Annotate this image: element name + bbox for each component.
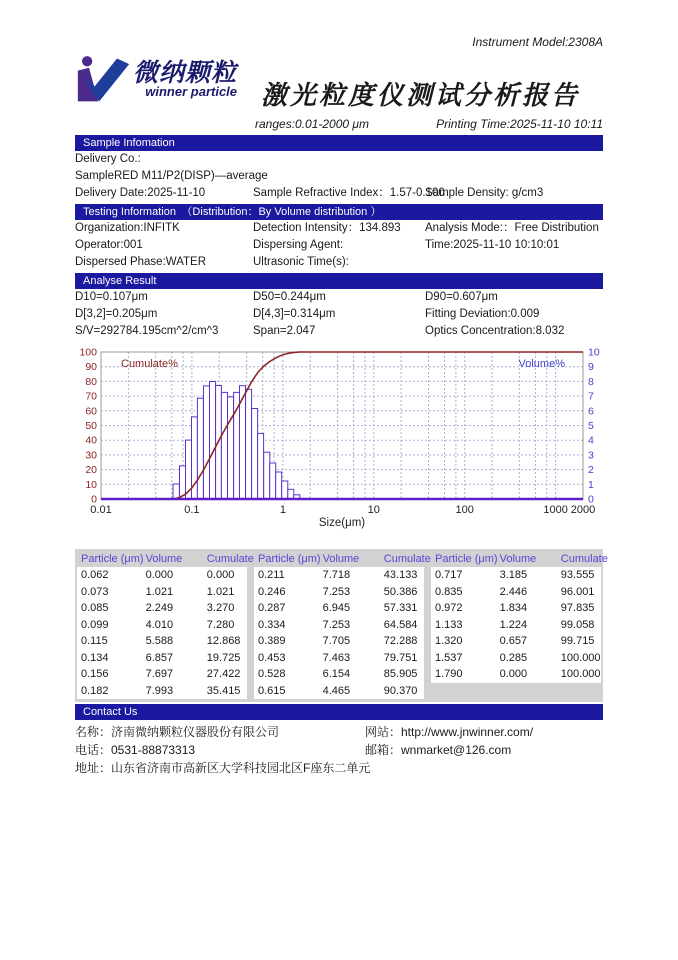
info-cell: Span=2.047 [253,325,316,337]
svg-text:Cumulate%: Cumulate% [121,358,178,370]
svg-text:80: 80 [85,375,97,388]
table-cell: 0.615 [258,684,286,697]
contact-rows [75,723,603,777]
svg-text:2: 2 [588,464,594,477]
table-cell: 0.287 [258,602,286,615]
table-cell: 7.280 [206,618,235,631]
table-cell: 0.334 [258,618,286,631]
table-cell: 0.156 [81,668,109,681]
table-cell: 0.285 [499,651,528,664]
table-row [254,584,424,601]
table-cell: 3.270 [206,602,235,615]
ranges-text: ranges:0.01-2000 μm [255,117,369,131]
svg-text:8: 8 [588,375,594,388]
table-row [77,584,247,601]
table-cell: 43.133 [383,569,418,582]
table-row [254,666,424,683]
table-cell: 93.555 [560,569,595,582]
table-cell: 1.320 [435,635,463,648]
table-cell: 0.389 [258,635,286,648]
table-cell: 5.588 [145,635,174,648]
table-body [431,567,601,683]
particle-table [75,549,608,702]
table-cell: 0.000 [499,668,528,681]
table-row [431,600,601,617]
info-cell [425,254,603,271]
table-header-row [77,550,254,567]
table-cell: 0.211 [258,569,285,582]
table-header-cell: Particle (μm) [81,552,144,565]
svg-text:0: 0 [588,493,594,506]
table-body [254,567,424,699]
distribution-chart [75,346,603,535]
table-cell: 0.528 [258,668,286,681]
table-cell: 0.972 [435,602,463,615]
svg-text:7: 7 [588,390,594,403]
info-cell: Analysis Mode:：Free Distribution [425,222,599,234]
table-cell: 99.715 [560,635,595,648]
info-cell: D[4,3]=0.314μm [253,308,336,320]
table-header-cell: Cumulate [206,552,254,565]
section-contact-us: Contact Us [75,704,603,720]
meta-row [75,117,603,133]
table-cell: 79.751 [383,651,418,664]
svg-text:6: 6 [588,405,594,418]
table-body [77,567,247,699]
table-cell: 1.021 [206,585,235,598]
table-cell: 2.446 [499,585,528,598]
svg-text:0: 0 [91,493,97,506]
table-cell: 19.725 [206,651,241,664]
table-cell: 0.717 [435,569,463,582]
svg-text:Volume%: Volume% [518,358,565,370]
table-cell: 1.790 [435,668,463,681]
table-cell: 7.705 [322,635,351,648]
table-cell: 0.000 [145,569,174,582]
printing-time: Printing Time:2025-11-10 10:11 [436,117,603,131]
svg-text:4: 4 [588,434,594,447]
table-row [77,650,247,667]
contact-phone: 电话：0531-88873313 [75,743,196,757]
table-row [254,567,424,584]
svg-text:50: 50 [85,420,97,432]
contact-address: 地址：山东省济南市高新区大学科技园北区F座东二单元 [75,761,371,775]
info-cell: SampleRED M11/P2(DISP)—average [75,170,268,182]
table-cell: 0.000 [206,569,235,582]
info-cell: Ultrasonic Time(s): [253,256,349,268]
table-cell: 7.993 [145,684,174,697]
svg-text:3: 3 [588,449,594,462]
table-cell: 27.422 [206,668,241,681]
svg-text:20: 20 [85,464,97,477]
info-cell: Sample Density: g/cm3 [425,187,544,199]
table-cell: 35.415 [206,684,241,697]
table-header-cell: Volume [145,552,183,565]
table-row [254,650,424,667]
instrument-model: Instrument Model:2308A [472,35,603,49]
table-cell: 50.386 [383,585,418,598]
table-cell: 4.010 [145,618,174,631]
table-row [431,567,601,584]
logo-en-text: winner particle [145,84,238,99]
svg-text:10: 10 [367,504,380,516]
brand-row [75,53,603,115]
table-cell: 6.857 [145,651,174,664]
table-cell: 1.021 [145,585,174,598]
table-cell: 7.463 [322,651,351,664]
table-row [431,584,601,601]
section-analyse-result: Analyse Result [75,273,603,289]
table-row [254,617,424,634]
svg-text:5: 5 [588,420,594,432]
table-cell: 72.288 [383,635,418,648]
table-row [254,633,424,650]
table-header-cell: Particle (μm) [435,552,498,565]
svg-text:40: 40 [85,434,97,447]
table-cell: 7.253 [322,618,351,631]
table-cell: 0.062 [81,569,109,582]
sample-info-rows [75,151,603,202]
table-cell: 7.697 [145,668,174,681]
table-row [77,617,247,634]
table-cell: 0.134 [81,651,109,664]
info-cell: D[3,2]=0.205μm [75,308,158,320]
table-cell: 4.465 [322,684,351,697]
table-row [77,683,247,700]
svg-text:Size(μm): Size(μm) [318,517,366,529]
table-cell: 12.868 [206,635,241,648]
svg-text:90: 90 [85,361,97,374]
info-cell: D90=0.607μm [425,291,498,303]
info-cell: Fitting Deviation:0.009 [425,308,540,320]
svg-text:10: 10 [588,346,600,359]
table-cell: 1.224 [499,618,528,631]
winner-particle-logo [75,53,253,105]
svg-text:2000: 2000 [570,504,596,516]
table-header-cell: Volume [499,552,537,565]
table-cell: 90.370 [383,684,418,697]
contact-company-name: 名称：济南微纳颗粒仪器股份有限公司 [75,725,280,739]
table-cell: 0.453 [258,651,286,664]
table-cell: 1.537 [435,651,463,664]
table-row [77,633,247,650]
table-header-row [254,550,431,567]
report-title: 激光粒度仪测试分析报告 [261,81,581,110]
table-cell: 6.154 [322,668,351,681]
table-group [254,550,431,699]
svg-text:0.1: 0.1 [184,504,200,516]
table-cell: 64.584 [383,618,418,631]
table-cell: 1.133 [435,618,463,631]
svg-text:9: 9 [588,361,594,374]
table-cell: 1.834 [499,602,528,615]
table-group [431,550,608,699]
info-cell: Dispersing Agent: [253,239,344,251]
svg-text:1: 1 [279,504,286,516]
table-row [431,617,601,634]
info-cell: S/V=292784.195cm^2/cm^3 [75,325,219,337]
table-row [77,666,247,683]
table-header-cell: Cumulate [383,552,431,565]
table-cell: 100.000 [560,651,601,664]
table-header-cell: Cumulate [560,552,608,565]
table-cell: 0.246 [258,585,286,598]
table-cell: 7.253 [322,585,351,598]
table-row [77,600,247,617]
table-cell: 7.718 [322,569,351,582]
table-row [254,683,424,700]
svg-text:1: 1 [588,478,594,491]
table-header-cell: Volume [322,552,360,565]
info-cell: Sample Refractive Index：1.57-0.100 [253,187,445,199]
table-cell: 2.249 [145,602,174,615]
table-header-cell: Particle (μm) [258,552,321,565]
table-group [77,550,254,699]
table-cell: 0.099 [81,618,109,631]
table-cell: 0.073 [81,585,109,598]
info-cell: Time:2025-11-10 10:10:01 [425,239,560,251]
table-row [431,666,601,683]
analyse-result-rows [75,289,603,340]
table-cell: 0.657 [499,635,528,648]
svg-text:30: 30 [85,449,97,462]
svg-text:100: 100 [455,504,474,516]
section-testing-information: Testing Information （Distribution：By Volume distribution ） [75,204,603,220]
svg-text:10: 10 [85,478,97,491]
info-cell: Delivery Co.: [75,153,141,165]
info-cell: Detection Intensity：134.893 [253,222,401,234]
info-cell: Dispersed Phase:WATER [75,256,207,268]
table-header-row [431,550,608,567]
section-sample-information: Sample Infomation [75,135,603,151]
table-row [431,650,601,667]
table-cell: 0.115 [81,635,108,648]
svg-text:100: 100 [79,346,97,359]
table-cell: 85.905 [383,668,418,681]
table-cell: 0.835 [435,585,463,598]
table-cell: 57.331 [383,602,418,615]
svg-text:70: 70 [85,390,97,403]
table-cell: 6.945 [322,602,351,615]
table-cell: 0.085 [81,602,109,615]
table-row [77,567,247,584]
distribution-chart-svg [75,346,603,530]
logo-mark-icon [75,53,131,105]
svg-text:60: 60 [85,405,97,418]
info-cell: D10=0.107μm [75,291,148,303]
table-cell: 97.835 [560,602,595,615]
table-cell: 3.185 [499,569,528,582]
info-cell: Operator:001 [75,239,143,251]
table-cell: 0.182 [81,684,109,697]
table-row [431,633,601,650]
info-cell: Optics Concentration:8.032 [425,325,565,337]
logo-cn-text: 微纳颗粒 [133,59,238,87]
table-cell: 99.058 [560,618,595,631]
info-cell: Delivery Date:2025-11-10 [75,187,206,199]
svg-text:1000: 1000 [543,504,568,516]
testing-info-rows [75,220,603,271]
table-row [254,600,424,617]
info-cell: Organization:INFITK [75,222,180,234]
table-cell: 96.001 [560,585,595,598]
contact-website: 网站：http://www.jnwinner.com/ [365,725,534,739]
contact-email: 邮箱：wnmarket@126.com [365,743,512,757]
table-cell: 100.000 [560,668,601,681]
logo-texts [133,61,237,98]
info-cell: D50=0.244μm [253,291,326,303]
svg-text:0.01: 0.01 [90,504,112,516]
